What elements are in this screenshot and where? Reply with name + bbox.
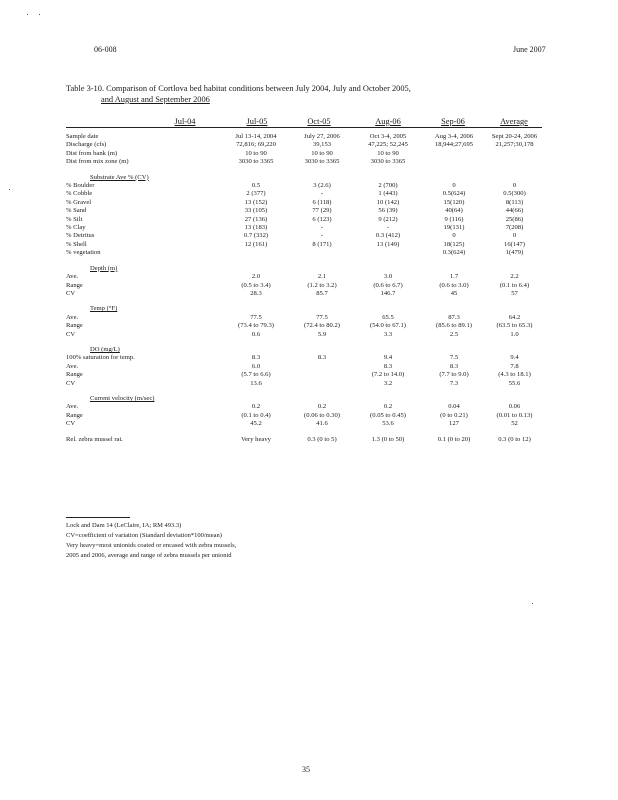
row-label: Ave.	[66, 313, 79, 321]
row-label: Rel. zebra mussel rat.	[66, 435, 123, 443]
table-cell: 10 to 90	[311, 149, 333, 157]
section-heading: Current velocity (m/sec)	[90, 394, 155, 402]
row-label: Range	[66, 411, 83, 419]
table-cell: 146.7	[380, 289, 396, 297]
table-cell: 0.04	[448, 403, 460, 411]
table-cell: 0.06	[508, 403, 521, 411]
table-cell: 1(479)	[505, 249, 524, 257]
table-cell: 0.2	[317, 403, 327, 411]
table-cell: 13 (183)	[244, 224, 268, 232]
label-gap-cell	[153, 290, 223, 298]
table-cell: 9 (212)	[378, 215, 398, 223]
table-cell: 0.5(300)	[503, 190, 526, 198]
row-label: Dist from mix zone (m)	[66, 158, 129, 166]
table-cell: 18(125)	[443, 240, 465, 248]
section-heading-row	[66, 346, 542, 354]
label-gap-cell	[153, 182, 223, 190]
table-cell: 7.3	[449, 379, 459, 387]
table-cell: 13 (152)	[244, 198, 268, 206]
table-cell: -	[320, 224, 324, 232]
row-label: % vegetation	[66, 249, 101, 257]
table-cell: 2 (377)	[246, 190, 266, 198]
row-label: % Silt	[66, 215, 83, 223]
table-cell	[355, 249, 421, 257]
scan-speck	[39, 14, 40, 15]
row-label: % Detritus	[66, 232, 95, 240]
table-cell: Oct 3-4, 2005	[369, 133, 407, 140]
table-cell: (73.4 to 79.3)	[238, 322, 274, 330]
table-cell: 8(113)	[505, 198, 524, 206]
table-cell: 0.3 (0 to 12)	[498, 435, 531, 443]
label-gap-cell	[153, 371, 223, 379]
table-cell: Aug 3-4, 2006	[434, 133, 474, 140]
table-cell: 47,225; 52,245	[368, 141, 408, 149]
scan-speck	[27, 14, 28, 15]
label-gap-cell	[153, 420, 223, 428]
table-cell	[487, 150, 542, 158]
row-label: Ave.	[66, 362, 79, 370]
table-cell: 0.5	[251, 182, 261, 190]
spacer-row	[66, 258, 542, 265]
label-gap-cell	[153, 363, 223, 371]
table-cell: Sept 20-24, 2006	[491, 133, 538, 140]
table-cell: 0	[452, 182, 456, 190]
table-cell: 52	[511, 420, 518, 428]
table-row	[66, 322, 542, 330]
col-header-aug-06: Aug-06	[375, 117, 401, 126]
table-cell: (0.06 to 0.30)	[304, 411, 340, 419]
table-cell: 19(131)	[443, 224, 465, 232]
row-label: CV	[66, 289, 76, 297]
spacer-cell	[66, 429, 542, 436]
header-rule	[66, 127, 542, 128]
table-cell: 127	[449, 420, 459, 428]
row-label: Dist from bank (m)	[66, 149, 118, 157]
table-cell: 1.7	[449, 273, 459, 281]
spacer-cell	[66, 167, 542, 174]
table-cell: (4.3 to 18.1)	[498, 371, 531, 379]
table-cell: 0.1 (0 to 20)	[437, 435, 471, 443]
table-cell: 3.0	[383, 273, 393, 281]
table-cell: 0.3 (0 to 5)	[307, 435, 337, 443]
table-cell	[289, 380, 355, 388]
table-row	[66, 331, 542, 339]
table-cell: -	[320, 232, 324, 240]
table-row	[66, 412, 542, 420]
table-cell: (63.5 to 65.3)	[496, 322, 533, 330]
label-gap-cell	[153, 232, 223, 240]
label-gap-cell	[153, 216, 223, 224]
label-gap-cell	[153, 141, 223, 149]
label-gap-cell	[153, 224, 223, 232]
col-header-jul-04: Jul-04	[174, 117, 196, 126]
spacer-cell	[66, 298, 542, 305]
label-gap-cell	[153, 403, 223, 411]
table-cell: (5.7 to 6.6)	[241, 371, 271, 379]
label-gap-cell	[153, 331, 223, 339]
table-cell: 7.5	[449, 354, 459, 362]
table-cell: 7(208)	[505, 224, 524, 232]
table-cell	[487, 158, 542, 166]
scan-speck	[9, 189, 10, 190]
col-header-average: Average	[500, 117, 528, 126]
label-gap-cell	[153, 354, 223, 362]
table-cell: 87.3	[448, 313, 460, 321]
table-cell: 44(66)	[505, 207, 524, 215]
table-cell: 8.3	[383, 362, 393, 370]
table-cell: (1.2 to 3.2)	[307, 281, 337, 289]
label-gap-cell	[153, 249, 223, 257]
table-cell: 10 (142)	[376, 198, 400, 206]
table-cell: 64.2	[508, 313, 521, 321]
table-cell: 0.2	[383, 403, 393, 411]
section-heading-row	[66, 174, 542, 182]
row-label: 100% saturation for temp.	[66, 354, 135, 362]
table-cell: 3.3	[383, 330, 393, 338]
label-gap-cell	[153, 436, 223, 444]
table-cell: (0.6 to 6.7)	[373, 281, 403, 289]
table-cell: (7.7 to 9.0)	[439, 371, 469, 379]
row-label: CV	[66, 420, 76, 428]
footnote-3: Very heavy=most unionids coated or encased with zebra mussels,	[66, 542, 237, 549]
table-cell: 0.7 (332)	[243, 232, 269, 240]
section-heading: Substrate Ave % (CV)	[90, 173, 149, 181]
row-label: Range	[66, 322, 83, 330]
table-cell: Jul 13-14, 2004	[235, 133, 277, 140]
row-label: % Clay	[66, 224, 86, 232]
table-cell: 40(64)	[445, 207, 463, 215]
label-gap-cell	[153, 380, 223, 388]
label-gap-cell	[153, 133, 223, 141]
scan-speck	[532, 603, 533, 604]
table-cell: 2.5	[449, 330, 459, 338]
footnote-2: CV=coefficient of variation (Standard deviation*100/mean)	[66, 532, 222, 539]
table-cell: 9.4	[383, 354, 393, 362]
table-cell: 3030 to 3365	[370, 158, 406, 166]
spacer-row	[66, 298, 542, 305]
row-label: Ave.	[66, 403, 79, 411]
row-label: % Gravel	[66, 198, 92, 206]
table-cell: (7.2 to 14.0)	[371, 371, 405, 379]
table-cell: 16(147)	[504, 240, 525, 248]
spacer-row	[66, 167, 542, 174]
section-heading: Depth (m)	[90, 264, 118, 272]
table-cell: 2.1	[317, 273, 327, 281]
table-cell: 1.0	[510, 330, 519, 338]
col-header-jul-05: Jul-05	[246, 117, 268, 126]
table-cell	[289, 249, 355, 257]
table-cell: -	[386, 224, 390, 232]
table-cell: 0.3 (412)	[375, 232, 401, 240]
table-cell: 10 to 90	[377, 149, 399, 157]
table-cell: 0	[452, 232, 456, 240]
table-cell: 0.5(624)	[442, 190, 466, 198]
table-row	[66, 380, 542, 388]
table-row	[66, 282, 542, 290]
label-gap-cell	[153, 241, 223, 249]
label-gap-cell	[153, 322, 223, 330]
table-cell: 21,257;30,178	[495, 141, 534, 149]
table-cell: 0	[512, 182, 517, 190]
table-cell: (0.05 to 0.45)	[370, 411, 406, 419]
table-cell: 2 (700)	[378, 182, 398, 190]
label-gap-cell	[153, 282, 223, 290]
col-header-sep-06: Sep-06	[441, 117, 465, 126]
table-cell: 2.0	[251, 273, 261, 281]
table-cell: 6 (123)	[312, 215, 332, 223]
section-heading: DO (mg/L)	[90, 345, 120, 353]
table-row	[66, 216, 542, 224]
row-label: % Sand	[66, 207, 87, 215]
doc-number: 06-008	[94, 45, 117, 54]
table-cell: 13 (149)	[376, 240, 400, 248]
table-cell: 65.5	[382, 313, 394, 321]
section-heading-row	[66, 395, 542, 403]
table-cell: 0	[512, 232, 517, 240]
label-gap-cell	[153, 190, 223, 198]
spacer-cell	[66, 388, 542, 395]
table-cell: 0.6	[251, 330, 261, 338]
table-cell: 2.2	[510, 273, 519, 281]
table-cell: 41.6	[316, 420, 328, 428]
table-row	[66, 241, 542, 249]
table-cell	[421, 150, 487, 158]
label-gap-cell	[153, 150, 223, 158]
section-heading-row	[66, 305, 542, 313]
table-cell: 3 (2.6)	[313, 182, 331, 190]
table-cell	[289, 363, 355, 371]
footnote-1: Lock and Dam 14 (LeClaire, IA; RM 493.3)	[66, 522, 182, 529]
table-cell: 8 (171)	[312, 240, 332, 248]
table-caption-line-1: Table 3-10. Comparison of Cortlova bed habitat conditions between July 2004, July and October 2005,	[66, 84, 411, 93]
table-row	[66, 190, 542, 198]
table-cell	[289, 371, 355, 379]
table-cell: 15(120)	[443, 198, 465, 206]
table-row	[66, 314, 542, 322]
table-cell: 6.0	[251, 362, 261, 370]
table-cell: 53.6	[382, 420, 394, 428]
table-cell: (0.1 to 6.4)	[499, 281, 530, 289]
table-cell: 27 (136)	[244, 215, 268, 223]
table-cell: 6 (118)	[312, 198, 332, 206]
table-cell: 39,153	[312, 141, 332, 149]
table-row	[66, 249, 542, 257]
table-row	[66, 354, 542, 362]
table-row	[66, 363, 542, 371]
habitat-conditions-table	[66, 133, 542, 444]
label-gap-cell	[153, 158, 223, 166]
row-label: Sample date	[66, 133, 99, 140]
table-row	[66, 207, 542, 215]
table-row	[66, 436, 542, 444]
row-label: Ave.	[66, 273, 79, 281]
table-cell: Very heavy	[241, 435, 271, 443]
table-cell: 25(86)	[505, 215, 524, 223]
table-cell: (54.0 to 67.1)	[370, 322, 406, 330]
table-cell: 72,816; 69,220	[236, 141, 276, 149]
table-cell: 85.7	[316, 289, 328, 297]
table-cell: (0.5 to 3.4)	[241, 281, 271, 289]
table-cell: 10 to 90	[245, 149, 267, 157]
table-cell: 18,944;27,695	[434, 141, 474, 149]
table-cell: (0.1 to 0.4)	[241, 411, 271, 419]
table-cell: 57	[511, 289, 518, 297]
col-header-oct-05: Oct-05	[307, 117, 331, 126]
table-cell: 9 (116)	[444, 215, 464, 223]
table-cell: 77.5	[316, 313, 328, 321]
footnote-rule	[66, 517, 130, 518]
table-cell: 33 (105)	[244, 207, 268, 215]
table-cell: 7.8	[510, 362, 519, 370]
row-label: Range	[66, 371, 83, 379]
spacer-cell	[66, 258, 542, 265]
table-cell: 45.2	[250, 420, 262, 428]
table-cell: (0.01 to 0.13)	[496, 411, 533, 419]
row-label: CV	[66, 330, 76, 338]
table-caption-line-2: and August and September 2006	[101, 95, 210, 104]
table-cell: 0.3(624)	[442, 249, 466, 257]
table-cell: July 27, 2006	[304, 133, 340, 140]
table-row	[66, 133, 542, 141]
table-row	[66, 232, 542, 240]
table-cell: 8.3	[317, 354, 327, 362]
table-cell: 3030 to 3365	[304, 158, 340, 166]
table-row	[66, 150, 542, 158]
row-label: Discharge (cfs)	[66, 141, 107, 149]
table-cell	[223, 249, 289, 257]
table-cell: 56 (39)	[378, 207, 398, 215]
table-cell: 1.3 (0 to 50)	[371, 435, 405, 443]
label-gap-cell	[153, 199, 223, 207]
table-cell: 3.2	[383, 379, 393, 387]
table-cell: 1 (443)	[378, 190, 398, 198]
label-gap-cell	[153, 412, 223, 420]
table-cell: 77.5	[250, 313, 262, 321]
table-cell: 28.3	[250, 289, 262, 297]
table-row	[66, 371, 542, 379]
row-label: % Cobble	[66, 190, 93, 198]
table-cell: -	[320, 190, 324, 198]
table-cell: (0 to 0.21)	[440, 411, 468, 419]
table-cell	[421, 158, 487, 166]
spacer-row	[66, 339, 542, 346]
table-cell: (85.6 to 89.1)	[436, 322, 472, 330]
table-cell: 12 (161)	[244, 240, 268, 248]
table-row	[66, 403, 542, 411]
table-row	[66, 158, 542, 166]
table-row	[66, 141, 542, 149]
doc-date: June 2007	[513, 45, 546, 54]
spacer-row	[66, 429, 542, 436]
table-cell: 13.6	[250, 379, 262, 387]
table-cell: 9.4	[510, 354, 519, 362]
table-cell: (0.6 to 3.0)	[439, 281, 469, 289]
table-cell: 8.3	[449, 362, 459, 370]
table-row	[66, 199, 542, 207]
page-number: 35	[302, 765, 310, 774]
label-gap-cell	[153, 314, 223, 322]
row-label: % Boulder	[66, 182, 95, 190]
spacer-row	[66, 388, 542, 395]
spacer-cell	[66, 339, 542, 346]
footnote-4: 2005 and 2006, average and range of zebra mussels per unionid	[66, 552, 232, 559]
table-cell: 55.6	[508, 379, 521, 387]
label-gap-cell	[153, 207, 223, 215]
table-cell: (72.4 to 80.2)	[304, 322, 340, 330]
table-cell: 77 (29)	[312, 207, 332, 215]
table-row	[66, 182, 542, 190]
table-cell: 5.9	[317, 330, 327, 338]
row-label: CV	[66, 379, 76, 387]
row-label: Range	[66, 281, 83, 289]
section-heading: Temp (°F)	[90, 305, 118, 313]
table-row	[66, 420, 542, 428]
row-label: % Shell	[66, 240, 87, 248]
table-cell: 8.3	[251, 354, 261, 362]
table-row	[66, 224, 542, 232]
section-heading-row	[66, 265, 542, 273]
table-cell: 45	[450, 289, 458, 297]
label-gap-cell	[153, 273, 223, 281]
table-cell: 3030 to 3365	[238, 158, 274, 166]
table-cell: 0.2	[251, 403, 261, 411]
table-row	[66, 290, 542, 298]
table-row	[66, 273, 542, 281]
